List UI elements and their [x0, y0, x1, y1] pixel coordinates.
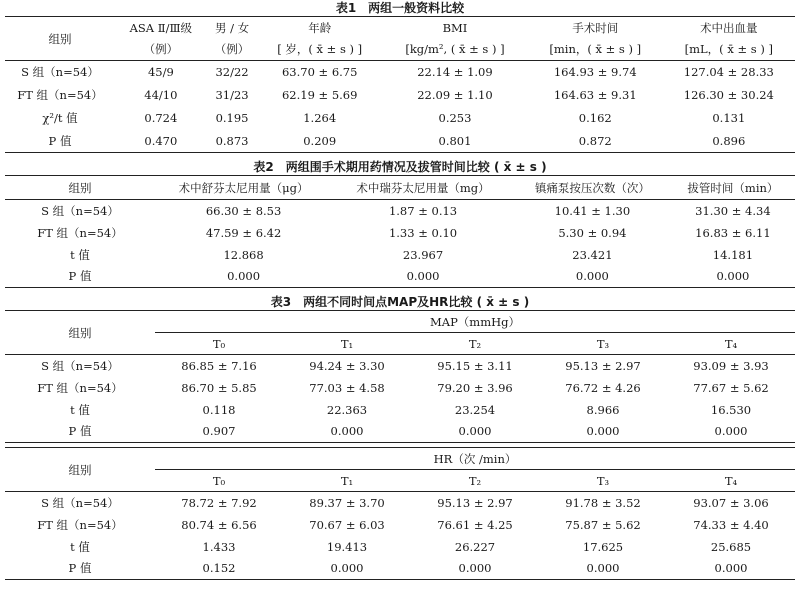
table1-header-group: 组别	[48, 31, 72, 46]
table-cell: 22.14 ± 1.09	[417, 65, 493, 80]
table-cell: 127.04 ± 28.33	[683, 65, 774, 80]
table-cell: 0.000	[330, 561, 364, 576]
table1-header-unit: [min，( x̄ ± s ) ]	[549, 42, 642, 57]
row-label: S 组（n=54）	[21, 65, 99, 80]
table1-header-unit: （例）	[214, 42, 250, 57]
table1-header: 术中出血量	[700, 20, 758, 35]
table2-header: 镇痛泵按压次数（次）	[534, 180, 650, 195]
table-cell: 1.87 ± 0.13	[388, 203, 458, 218]
table-cell: 0.907	[202, 424, 236, 439]
table-cell: 0.000	[406, 269, 440, 284]
table-cell: 8.966	[586, 402, 620, 417]
row-label: χ²/t 值	[42, 111, 78, 125]
row-label: FT 组（n=54）	[37, 380, 123, 395]
table1-header-unit: [ 岁，( x̄ ± s ) ]	[277, 42, 363, 57]
row-label: P 值	[68, 424, 92, 439]
table3-map	[5, 310, 795, 443]
table-cell: 94.24 ± 3.30	[309, 358, 385, 373]
table-cell: 80.74 ± 6.56	[181, 517, 257, 532]
table-cell: 0.873	[215, 133, 249, 148]
table-row	[5, 222, 795, 244]
table-cell: 77.03 ± 4.58	[309, 380, 385, 395]
row-label: FT 组（n=54）	[37, 225, 123, 240]
table2-header: 术中舒芬太尼用量（μg）	[178, 180, 309, 195]
row-label: t 值	[70, 539, 90, 554]
row-label: t 值	[70, 247, 90, 262]
table-cell: 1.433	[202, 539, 236, 554]
table-row	[5, 492, 795, 514]
table-cell: 66.30 ± 8.53	[205, 203, 282, 218]
table1-caption: 表1 两组一般资料比较	[335, 1, 465, 15]
table3-hr-title: HR（次 /min）	[155, 448, 795, 470]
table3-map-group-header: 组别	[68, 325, 92, 340]
table1-header: 男 / 女	[214, 20, 250, 35]
table-cell: 31/23	[215, 88, 249, 102]
table-row	[5, 399, 795, 421]
row-label: P 值	[68, 269, 92, 284]
table3-map-timepoint: T₀	[212, 336, 226, 351]
table2	[5, 175, 795, 288]
table-cell: 0.000	[330, 424, 364, 439]
table3-map-title: MAP（mmHg）	[155, 311, 795, 333]
table3-hr-timepoint: T₁	[340, 473, 354, 488]
table-cell: 32/22	[215, 65, 249, 80]
table-cell: 86.70 ± 5.85	[181, 380, 257, 395]
table-cell: 0.209	[303, 133, 337, 148]
table2-header: 拔管时间（min）	[687, 180, 779, 195]
table-cell: 0.195	[215, 111, 249, 125]
table-cell: 0.000	[458, 424, 492, 439]
table-cell: 79.20 ± 3.96	[437, 380, 513, 395]
table-cell: 0.801	[438, 133, 472, 148]
table-row	[5, 514, 795, 536]
table-row	[5, 355, 795, 377]
table-cell: 78.72 ± 7.92	[181, 495, 257, 510]
table3-hr-timepoint: T₂	[468, 473, 482, 488]
table-cell: 0.872	[578, 133, 612, 148]
table-cell: 164.63 ± 9.31	[553, 88, 637, 102]
row-label: P 值	[48, 133, 72, 148]
table-cell: 93.09 ± 3.93	[693, 358, 769, 373]
table-cell: 77.67 ± 5.62	[693, 380, 769, 395]
table-cell: 0.000	[227, 269, 261, 284]
table-cell: 89.37 ± 3.70	[309, 495, 385, 510]
table-cell: 0.253	[438, 111, 472, 125]
table1	[5, 16, 795, 153]
table1-header: 年龄	[308, 20, 332, 35]
table3-map-timepoint: T₁	[340, 336, 354, 351]
table-row	[5, 536, 795, 558]
table-cell: 45/9	[147, 65, 174, 80]
table-cell: 16.530	[710, 402, 752, 417]
table-cell: 75.87 ± 5.62	[565, 517, 641, 532]
table-cell: 47.59 ± 6.42	[205, 225, 282, 240]
table-cell: 0.000	[586, 561, 620, 576]
table-cell: 63.70 ± 6.75	[281, 65, 358, 80]
table-cell: 23.421	[572, 247, 613, 262]
table3-map-timepoint: T₂	[468, 336, 482, 351]
table1-header: ASA Ⅱ/Ⅲ级	[129, 20, 193, 35]
table-row	[5, 200, 795, 222]
table2-caption: 表2 两组围手术期用药情况及拔管时间比较 ( x̄ ± s )	[253, 160, 547, 174]
row-label: S 组（n=54）	[41, 495, 119, 510]
table-row	[5, 107, 795, 130]
row-label: t 值	[70, 402, 90, 417]
table3-map-timepoint: T₄	[724, 336, 738, 351]
table-cell: 10.41 ± 1.30	[554, 203, 631, 218]
table-cell: 76.61 ± 4.25	[437, 517, 513, 532]
table3-hr-timepoint: T₃	[596, 473, 610, 488]
table-row	[5, 558, 795, 580]
table2-header: 术中瑞芬太尼用量（mg）	[356, 180, 490, 195]
table3-hr-timepoint: T₄	[724, 473, 738, 488]
row-label: S 组（n=54）	[41, 358, 119, 373]
table-cell: 0.724	[144, 111, 178, 125]
table-cell: 31.30 ± 4.34	[695, 203, 771, 218]
table-cell: 164.93 ± 9.74	[553, 65, 637, 80]
row-label: P 值	[68, 561, 92, 576]
table1-header: 手术时间	[572, 20, 619, 35]
table-cell: 25.685	[710, 539, 752, 554]
table-row	[5, 61, 795, 84]
table-cell: 5.30 ± 0.94	[558, 225, 627, 240]
table-cell: 95.13 ± 2.97	[565, 358, 641, 373]
table-cell: 44/10	[144, 88, 178, 102]
table-cell: 23.254	[454, 402, 496, 417]
table-cell: 17.625	[582, 539, 624, 554]
table1-header-unit: [kg/m², ( x̄ ± s ) ]	[405, 42, 505, 57]
table1-header-unit: （例）	[143, 42, 179, 57]
row-label: FT 组（n=54）	[17, 88, 103, 102]
table-cell: 12.868	[223, 247, 264, 262]
table-cell: 0.000	[586, 424, 620, 439]
table-cell: 0.000	[714, 561, 748, 576]
table-cell: 74.33 ± 4.40	[693, 517, 769, 532]
table-cell: 0.000	[716, 269, 750, 284]
table-cell: 0.470	[144, 133, 178, 148]
table-cell: 0.162	[578, 111, 612, 125]
table-row	[5, 421, 795, 443]
table-cell: 14.181	[712, 247, 754, 262]
table-cell: 0.131	[712, 111, 746, 125]
table-cell: 86.85 ± 7.16	[181, 358, 257, 373]
table-cell: 16.83 ± 6.11	[695, 225, 771, 240]
table-row	[5, 244, 795, 266]
row-label: S 组（n=54）	[41, 203, 119, 218]
table-cell: 0.152	[202, 561, 236, 576]
table-cell: 126.30 ± 30.24	[683, 88, 774, 102]
table3-map-timepoint: T₃	[596, 336, 610, 351]
table-row	[5, 84, 795, 107]
table-cell: 0.000	[575, 269, 609, 284]
table-row	[5, 130, 795, 153]
table3-hr	[5, 447, 795, 580]
table1-header-unit: [mL，( x̄ ± s ) ]	[684, 42, 773, 57]
table-cell: 19.413	[326, 539, 368, 554]
table-cell: 22.09 ± 1.10	[417, 88, 493, 102]
table-cell: 1.33 ± 0.10	[388, 225, 458, 240]
table-row	[5, 377, 795, 399]
table-row	[5, 266, 795, 288]
table-cell: 95.13 ± 2.97	[437, 495, 513, 510]
table-cell: 70.67 ± 6.03	[309, 517, 385, 532]
table1-header: BMI	[442, 20, 468, 35]
table-cell: 93.07 ± 3.06	[693, 495, 769, 510]
table-cell: 0.000	[714, 424, 748, 439]
table-cell: 95.15 ± 3.11	[437, 358, 513, 373]
table3-caption: 表3 两组不同时间点MAP及HR比较 ( x̄ ± s )	[270, 295, 530, 309]
table-cell: 0.000	[458, 561, 492, 576]
table-cell: 23.967	[402, 247, 444, 262]
table3-hr-group-header: 组别	[68, 462, 92, 477]
table-cell: 22.363	[326, 402, 368, 417]
table-cell: 62.19 ± 5.69	[281, 88, 358, 102]
table-cell: 0.118	[202, 402, 236, 417]
row-label: FT 组（n=54）	[37, 517, 123, 532]
table-cell: 0.896	[712, 133, 746, 148]
table-cell: 76.72 ± 4.26	[565, 380, 641, 395]
table2-header: 组别	[68, 180, 92, 195]
table-cell: 91.78 ± 3.52	[565, 495, 641, 510]
table3-hr-timepoint: T₀	[212, 473, 226, 488]
table-cell: 26.227	[454, 539, 496, 554]
table-cell: 1.264	[303, 111, 337, 125]
